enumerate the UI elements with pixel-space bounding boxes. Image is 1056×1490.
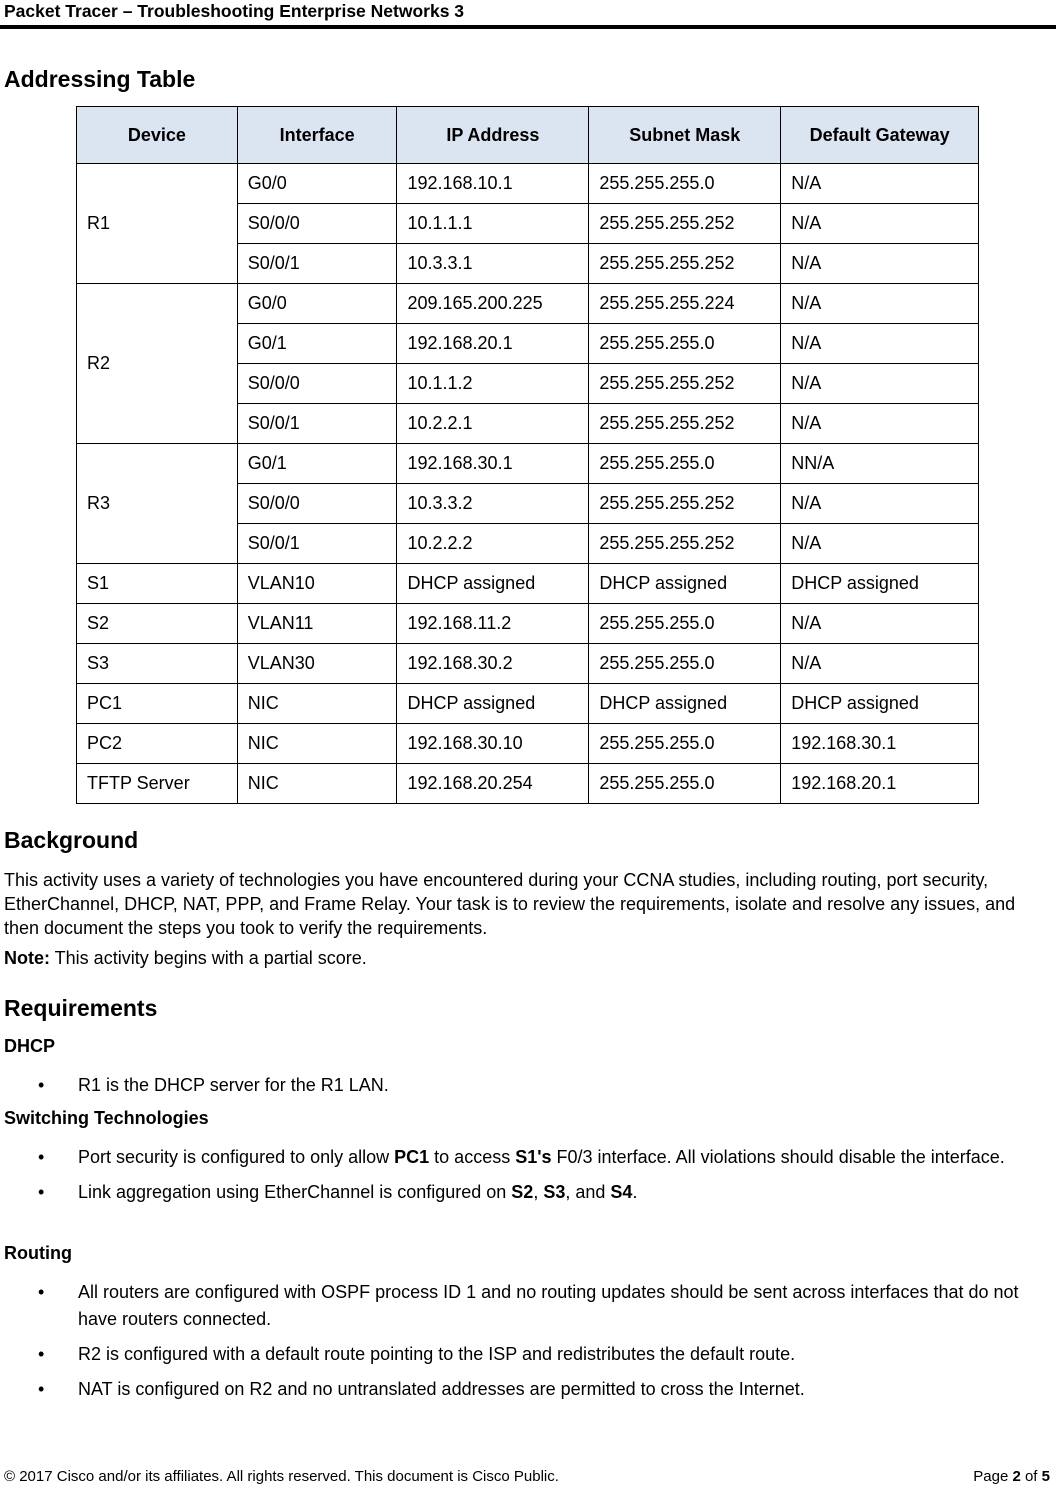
device-cell: R3	[77, 444, 238, 564]
device-cell: S2	[77, 604, 238, 644]
bullet-icon: •	[38, 1075, 45, 1095]
device-cell: TFTP Server	[77, 764, 238, 804]
bullet-icon: •	[38, 1282, 45, 1302]
device-cell: PC1	[77, 684, 238, 724]
table-cell: VLAN11	[237, 604, 397, 644]
routing-list	[0, 1279, 1056, 1411]
dhcp-list	[0, 1072, 1056, 1107]
table-cell: 192.168.11.2	[397, 604, 589, 644]
table-cell: NIC	[237, 684, 397, 724]
table-cell: NIC	[237, 764, 397, 804]
table-cell: N/A	[781, 484, 979, 524]
table-row	[77, 284, 979, 324]
table-cell: VLAN10	[237, 564, 397, 604]
table-cell: 192.168.20.254	[397, 764, 589, 804]
note-paragraph	[4, 946, 1052, 970]
bullet-icon: •	[38, 1147, 45, 1167]
table-row	[77, 444, 979, 484]
table-cell: 192.168.30.1	[397, 444, 589, 484]
table-cell: 10.1.1.2	[397, 364, 589, 404]
table-cell: 255.255.255.0	[589, 724, 781, 764]
table-row	[77, 604, 979, 644]
device-cell: R2	[77, 284, 238, 444]
table-cell: 255.255.255.252	[589, 204, 781, 244]
table-cell: N/A	[781, 364, 979, 404]
table-row	[77, 164, 979, 204]
background-paragraph: This activity uses a variety of technologies you have encountered during your CCNA studies, including routing, port security, EtherChannel, DHCP, NAT, PPP, and Frame Relay. Your task is to review the requirements, isolate and resolve any issues, and then document the steps you took to verify the requirements.	[4, 870, 1016, 938]
switching-heading: Switching Technologies	[4, 1108, 209, 1128]
bullet-icon: •	[38, 1379, 45, 1399]
requirements-heading: Requirements	[4, 995, 158, 1021]
table-cell: 255.255.255.252	[589, 244, 781, 284]
addressing-table	[76, 106, 979, 804]
table-row	[77, 644, 979, 684]
table-cell: N/A	[781, 324, 979, 364]
table-cell: DHCP assigned	[397, 684, 589, 724]
device-cell: S1	[77, 564, 238, 604]
note-text: This activity begins with a partial score.	[50, 948, 367, 968]
table-cell: 10.3.3.1	[397, 244, 589, 284]
list-item: • Port security is configured to only allow PC1 to access S1's F0/3 interface. All violations should disable the interface.	[0, 1144, 1056, 1171]
table-cell: G0/0	[237, 284, 397, 324]
column-header: IP Address	[397, 107, 589, 164]
table-cell: S0/0/0	[237, 364, 397, 404]
list-item: • R1 is the DHCP server for the R1 LAN.	[0, 1072, 1056, 1099]
table-row	[77, 764, 979, 804]
document-header-title: Packet Tracer – Troubleshooting Enterprise Networks 3	[4, 1, 465, 21]
list-item: • Link aggregation using EtherChannel is configured on S2, S3, and S4.	[0, 1179, 1056, 1206]
switching-list	[0, 1144, 1056, 1214]
table-row	[77, 564, 979, 604]
addressing-table-body	[77, 164, 979, 804]
table-cell: DHCP assigned	[781, 564, 979, 604]
table-cell: 192.168.30.10	[397, 724, 589, 764]
table-cell: VLAN30	[237, 644, 397, 684]
table-cell: 192.168.30.2	[397, 644, 589, 684]
list-item: • NAT is configured on R2 and no untranslated addresses are permitted to cross the Internet.	[0, 1376, 1056, 1403]
table-cell: N/A	[781, 644, 979, 684]
table-cell: 192.168.20.1	[781, 764, 979, 804]
table-cell: 255.255.255.252	[589, 484, 781, 524]
header-rule	[0, 25, 1056, 29]
table-cell: S0/0/0	[237, 204, 397, 244]
table-cell: S0/0/1	[237, 404, 397, 444]
table-row	[77, 724, 979, 764]
table-cell: N/A	[781, 404, 979, 444]
table-cell: N/A	[781, 604, 979, 644]
table-cell: 255.255.255.0	[589, 324, 781, 364]
table-cell: S0/0/1	[237, 244, 397, 284]
table-cell: 10.3.3.2	[397, 484, 589, 524]
table-cell: S0/0/1	[237, 524, 397, 564]
table-cell: 255.255.255.0	[589, 644, 781, 684]
table-cell: DHCP assigned	[397, 564, 589, 604]
table-cell: 255.255.255.0	[589, 444, 781, 484]
table-cell: N/A	[781, 164, 979, 204]
table-cell: 255.255.255.252	[589, 404, 781, 444]
table-header-row	[77, 107, 979, 164]
column-header: Subnet Mask	[589, 107, 781, 164]
table-cell: N/A	[781, 284, 979, 324]
table-cell: 192.168.20.1	[397, 324, 589, 364]
column-header: Device	[77, 107, 238, 164]
table-cell: 255.255.255.0	[589, 604, 781, 644]
table-cell: G0/0	[237, 164, 397, 204]
device-cell: S3	[77, 644, 238, 684]
list-item: • All routers are configured with OSPF process ID 1 and no routing updates should be sent across interfaces that do not have routers connected.	[0, 1279, 1056, 1333]
table-cell: 255.255.255.224	[589, 284, 781, 324]
table-cell: G0/1	[237, 324, 397, 364]
table-cell: 255.255.255.252	[589, 364, 781, 404]
table-cell: 10.2.2.2	[397, 524, 589, 564]
list-item: • R2 is configured with a default route pointing to the ISP and redistributes the default route.	[0, 1341, 1056, 1368]
table-row	[77, 684, 979, 724]
table-cell: 209.165.200.225	[397, 284, 589, 324]
footer-copyright: © 2017 Cisco and/or its affiliates. All rights reserved. This document is Cisco Public.	[4, 1468, 559, 1485]
device-cell: R1	[77, 164, 238, 284]
table-cell: 255.255.255.0	[589, 164, 781, 204]
bullet-icon: •	[38, 1182, 45, 1202]
footer-page-number: Page 2 of 5	[973, 1468, 1050, 1485]
table-cell: N/A	[781, 244, 979, 284]
table-cell: N/A	[781, 204, 979, 244]
table-cell: S0/0/0	[237, 484, 397, 524]
table-cell: 10.1.1.1	[397, 204, 589, 244]
table-cell: 255.255.255.252	[589, 524, 781, 564]
column-header: Default Gateway	[781, 107, 979, 164]
table-cell: DHCP assigned	[589, 564, 781, 604]
note-label: Note:	[4, 948, 50, 968]
bullet-icon: •	[38, 1344, 45, 1364]
table-cell: N/A	[781, 524, 979, 564]
table-cell: DHCP assigned	[589, 684, 781, 724]
table-cell: NN/A	[781, 444, 979, 484]
table-cell: 192.168.10.1	[397, 164, 589, 204]
device-cell: PC2	[77, 724, 238, 764]
dhcp-heading: DHCP	[4, 1036, 56, 1056]
column-header: Interface	[237, 107, 397, 164]
table-cell: DHCP assigned	[781, 684, 979, 724]
background-heading: Background	[4, 827, 139, 853]
routing-heading: Routing	[4, 1243, 72, 1263]
addressing-table-heading: Addressing Table	[4, 66, 196, 92]
table-cell: G0/1	[237, 444, 397, 484]
table-cell: 255.255.255.0	[589, 764, 781, 804]
table-cell: NIC	[237, 724, 397, 764]
table-cell: 10.2.2.1	[397, 404, 589, 444]
table-cell: 192.168.30.1	[781, 724, 979, 764]
